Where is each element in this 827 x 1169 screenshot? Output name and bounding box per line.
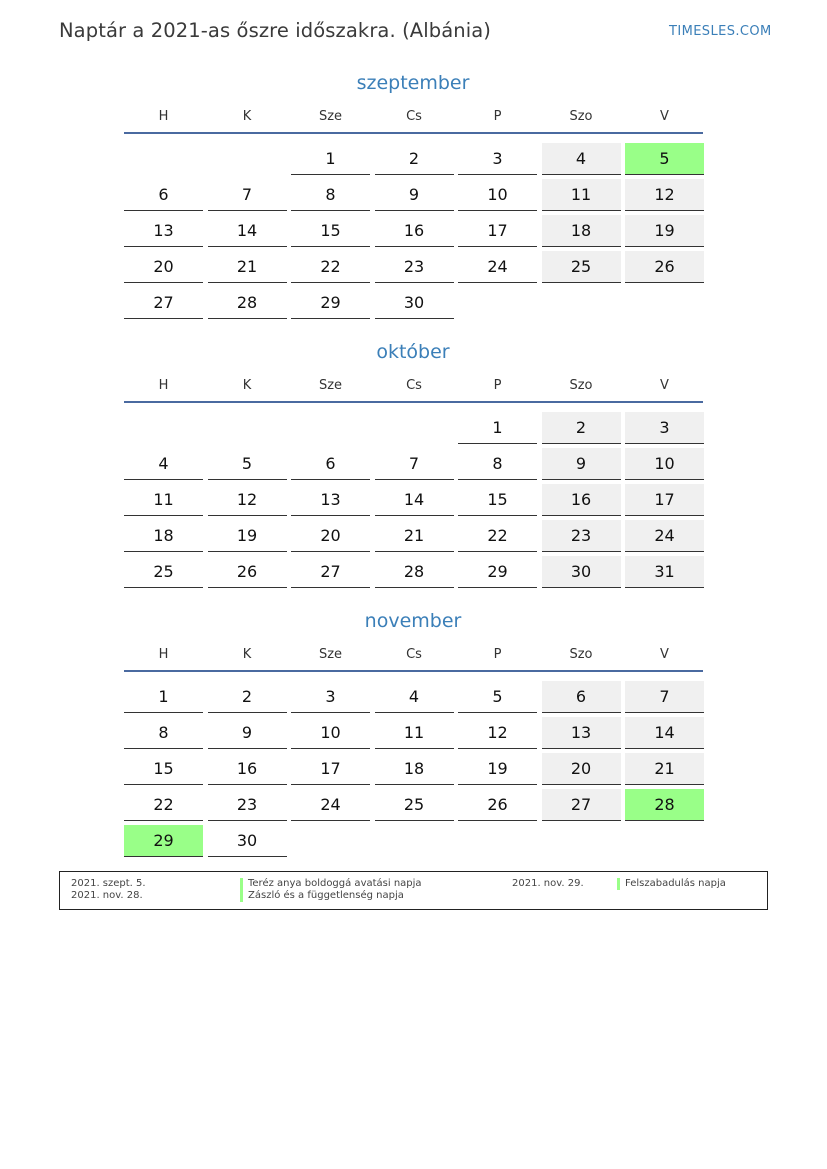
day-cell: 12 <box>208 484 287 516</box>
day-cell: 23 <box>542 520 621 552</box>
day-cell: 14 <box>625 717 704 749</box>
day-cell: 13 <box>542 717 621 749</box>
brand-link[interactable]: TIMESLES.COM <box>669 24 772 39</box>
header-divider <box>124 670 703 672</box>
legend-holiday-marker <box>617 878 620 890</box>
day-cell: 10 <box>291 717 370 749</box>
day-cell: 15 <box>458 484 537 516</box>
day-cell: 8 <box>291 179 370 211</box>
day-cell: 14 <box>208 215 287 247</box>
day-cell: 27 <box>291 556 370 588</box>
holiday-day-cell: 5 <box>625 143 704 175</box>
day-cell: 6 <box>291 448 370 480</box>
day-cell: 26 <box>208 556 287 588</box>
day-cell: 6 <box>542 681 621 713</box>
weekday-header <box>122 378 704 398</box>
day-cell: 26 <box>625 251 704 283</box>
day-cell: 8 <box>458 448 537 480</box>
day-cell: 10 <box>458 179 537 211</box>
day-cell: 1 <box>458 412 537 444</box>
day-cell: 29 <box>291 287 370 319</box>
day-cell: 9 <box>208 717 287 749</box>
day-cell: 29 <box>458 556 537 588</box>
weekday-header <box>122 109 704 129</box>
holiday-day-cell: 29 <box>124 825 203 857</box>
day-cell: 22 <box>124 789 203 821</box>
day-cell: 7 <box>375 448 454 480</box>
day-cell: 11 <box>542 179 621 211</box>
legend-holiday-marker <box>240 878 243 890</box>
day-cell: 15 <box>291 215 370 247</box>
day-cell: 23 <box>208 789 287 821</box>
weekday-label: P <box>493 109 502 124</box>
day-cell: 10 <box>625 448 704 480</box>
weekday-label: Szo <box>569 647 593 662</box>
day-cell: 2 <box>542 412 621 444</box>
day-cell: 21 <box>625 753 704 785</box>
day-cell: 11 <box>375 717 454 749</box>
day-cell: 18 <box>375 753 454 785</box>
weekday-label: H <box>158 647 169 662</box>
day-cell: 12 <box>625 179 704 211</box>
weekday-header <box>122 647 704 667</box>
day-cell: 5 <box>208 448 287 480</box>
day-cell: 7 <box>625 681 704 713</box>
legend-holiday-marker <box>240 890 243 902</box>
day-cell: 8 <box>124 717 203 749</box>
day-cell: 28 <box>208 287 287 319</box>
day-cell: 21 <box>375 520 454 552</box>
weekday-label: Cs <box>406 378 422 393</box>
day-cell: 27 <box>542 789 621 821</box>
day-cell: 17 <box>291 753 370 785</box>
day-cell: 17 <box>458 215 537 247</box>
day-cell: 2 <box>375 143 454 175</box>
day-cell: 20 <box>291 520 370 552</box>
weekday-label: P <box>493 378 502 393</box>
day-cell: 25 <box>375 789 454 821</box>
month-name: október <box>376 341 450 363</box>
day-cell: 19 <box>458 753 537 785</box>
day-cell: 18 <box>542 215 621 247</box>
day-cell: 15 <box>124 753 203 785</box>
day-cell: 31 <box>625 556 704 588</box>
day-cell: 30 <box>208 825 287 857</box>
day-cell: 23 <box>375 251 454 283</box>
header-divider <box>124 132 703 134</box>
weekday-label: H <box>158 378 169 393</box>
day-cell: 22 <box>291 251 370 283</box>
day-cell: 30 <box>542 556 621 588</box>
day-cell: 19 <box>208 520 287 552</box>
day-cell: 7 <box>208 179 287 211</box>
day-cell: 12 <box>458 717 537 749</box>
day-cell: 25 <box>124 556 203 588</box>
day-cell: 19 <box>625 215 704 247</box>
weekday-label: K <box>242 378 252 393</box>
day-cell: 24 <box>625 520 704 552</box>
day-cell: 16 <box>375 215 454 247</box>
weekday-label: Sze <box>318 109 343 124</box>
day-cell: 16 <box>542 484 621 516</box>
day-cell: 20 <box>542 753 621 785</box>
day-cell: 28 <box>375 556 454 588</box>
weekday-label: K <box>242 647 252 662</box>
weekday-label: Cs <box>406 647 422 662</box>
weekday-label: Szo <box>569 109 593 124</box>
weekday-label: V <box>660 378 669 393</box>
day-cell: 3 <box>458 143 537 175</box>
month-name: szeptember <box>356 72 470 94</box>
day-cell: 24 <box>291 789 370 821</box>
day-cell: 24 <box>458 251 537 283</box>
holiday-legend <box>59 871 768 910</box>
weekday-label: Sze <box>318 647 343 662</box>
day-cell: 26 <box>458 789 537 821</box>
day-cell: 25 <box>542 251 621 283</box>
day-cell: 2 <box>208 681 287 713</box>
legend-holiday-name: Teréz anya boldoggá avatási napja <box>248 878 422 889</box>
day-cell: 1 <box>124 681 203 713</box>
day-cell: 4 <box>375 681 454 713</box>
day-cell: 27 <box>124 287 203 319</box>
day-cell: 1 <box>291 143 370 175</box>
weekday-label: Cs <box>406 109 422 124</box>
month-name: november <box>364 610 462 632</box>
weekday-label: Sze <box>318 378 343 393</box>
header-divider <box>124 401 703 403</box>
weekday-label: P <box>493 647 502 662</box>
day-cell: 9 <box>375 179 454 211</box>
day-cell: 13 <box>124 215 203 247</box>
legend-holiday-name: Zászló és a függetlenség napja <box>248 890 404 901</box>
day-cell: 3 <box>625 412 704 444</box>
page-title: Naptár a 2021-as őszre időszakra. (Albánia) <box>59 19 492 42</box>
legend-date: 2021. nov. 29. <box>512 878 584 889</box>
day-cell: 20 <box>124 251 203 283</box>
day-cell: 30 <box>375 287 454 319</box>
day-cell: 16 <box>208 753 287 785</box>
day-cell: 5 <box>458 681 537 713</box>
holiday-day-cell: 28 <box>625 789 704 821</box>
weekday-label: K <box>242 109 252 124</box>
legend-date: 2021. szept. 5. <box>71 878 146 889</box>
day-cell: 6 <box>124 179 203 211</box>
day-cell: 18 <box>124 520 203 552</box>
legend-holiday-name: Felszabadulás napja <box>625 878 726 889</box>
day-cell: 3 <box>291 681 370 713</box>
day-cell: 4 <box>124 448 203 480</box>
weekday-label: V <box>660 647 669 662</box>
day-cell: 21 <box>208 251 287 283</box>
day-cell: 9 <box>542 448 621 480</box>
day-cell: 13 <box>291 484 370 516</box>
day-cell: 4 <box>542 143 621 175</box>
day-cell: 11 <box>124 484 203 516</box>
day-cell: 14 <box>375 484 454 516</box>
legend-date: 2021. nov. 28. <box>71 890 143 901</box>
day-cell: 22 <box>458 520 537 552</box>
weekday-label: H <box>158 109 169 124</box>
weekday-label: Szo <box>569 378 593 393</box>
day-cell: 17 <box>625 484 704 516</box>
weekday-label: V <box>660 109 669 124</box>
